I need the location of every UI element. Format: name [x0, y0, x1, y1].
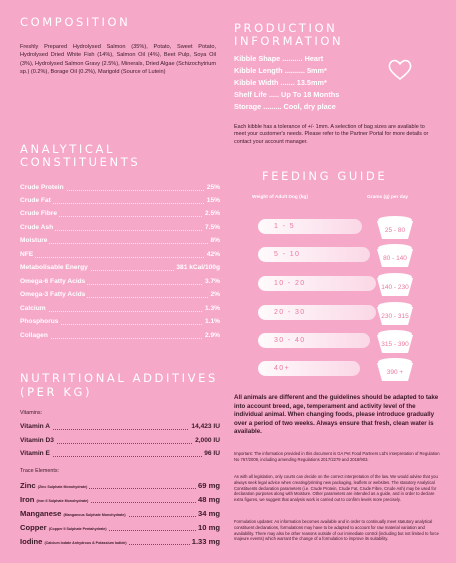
heart-icon: [387, 57, 413, 83]
dotted-leader: [20, 311, 220, 312]
analytical-title-line2: CONSTITUENTS: [20, 155, 141, 169]
feeding-weight: 5 - 10: [274, 251, 301, 258]
trace-label: [20, 536, 129, 549]
analytical-row: [20, 182, 220, 193]
production-dots: .........: [261, 102, 284, 111]
trace-row: [20, 508, 220, 519]
production-label: Kibble Shape: [234, 54, 281, 63]
production-title-line2: INFORMATION: [234, 34, 344, 48]
trace-value: 1.33 mg: [191, 537, 220, 546]
trace-row: [20, 480, 220, 491]
trace-source: (Calcium Iodate Anhydrous & Potassium Iodide): [44, 541, 127, 545]
trace-value: 48 mg: [198, 495, 220, 504]
dotted-leader: [20, 257, 220, 258]
feeding-weight: 1 - 5: [274, 223, 296, 230]
feeding-grams: 390 +: [386, 369, 404, 376]
analytical-row: [20, 276, 220, 287]
feeding-grams: 140 - 230: [381, 284, 409, 291]
analytical-row: [20, 316, 220, 327]
feeding-grams: 230 - 315: [381, 313, 409, 320]
additives-title-line2: (PER KG): [20, 385, 93, 399]
analytical-label: Crude Fibre: [20, 210, 58, 217]
analytical-label: Phosphorus: [20, 318, 59, 325]
feeding-weight-bar: [258, 333, 370, 348]
trace-label: [20, 522, 109, 535]
feeding-weight-bar: [258, 305, 376, 320]
trace-label: [20, 480, 89, 493]
analytical-value: 1.3%: [204, 305, 220, 312]
analytical-label: NFE: [20, 251, 34, 258]
additives-title-line1: NUTRITIONAL ADDITIVES: [20, 371, 218, 385]
production-value: Heart: [304, 54, 324, 63]
composition-text: Freshly Prepared Hydrolysed Salmon (35%), Potato, Sweet Potato, Hydrolysed Dried White Fish (14%), Salmon Oil (4%), Beet Pulp, Soya Oil (3%), Hydrolysed Salmon Gravy (2.5%), Minerals, Dried Algae (Schizochytrium sp.) (0.2%), Borage Oil (0.2%), Marigold (Source of Lutein): [20, 44, 216, 76]
vitamin-label: Vitamin A: [20, 423, 51, 430]
production-row-length: [234, 66, 374, 76]
vitamin-value: 2,000 IU: [195, 437, 220, 444]
analytical-value: 381 kCal/100g: [176, 264, 220, 271]
feeding-weight-bar: [258, 247, 370, 262]
production-row-shape: [234, 54, 374, 64]
production-row-width: [234, 78, 374, 88]
production-label: Storage: [234, 102, 262, 111]
analytical-row: [20, 222, 220, 233]
feeding-grams: 80 - 140: [383, 255, 407, 262]
production-dots: ..........: [280, 54, 305, 63]
trace-label: [20, 494, 90, 507]
analytical-row: [20, 303, 220, 314]
production-dots: .......: [278, 78, 297, 87]
analytical-value: 7.5%: [204, 224, 220, 231]
analytical-row: [20, 249, 220, 260]
trace-row: [20, 522, 220, 533]
trace-source: (Iron II Sulphate Monohydrate): [36, 499, 89, 503]
production-value: Up To 18 Months: [281, 90, 340, 99]
analytical-label: Crude Protein: [20, 184, 64, 191]
feeding-weight-header: Weight of Adult Dog (kg): [252, 195, 308, 200]
trace-name: Iodine: [20, 537, 43, 546]
analytical-row: [20, 289, 220, 300]
feeding-weight: 30 - 40: [274, 337, 306, 344]
production-label: Kibble Length: [234, 66, 283, 75]
feeding-weight: 10 - 20: [274, 280, 306, 287]
analytical-row: [20, 195, 220, 206]
analytical-row: [20, 262, 220, 273]
trace-row: [20, 494, 220, 505]
analytical-label: Omega-3 Fatty Acids: [20, 291, 86, 298]
analytical-label: Crude Ash: [20, 224, 54, 231]
analytical-label: Moisture: [20, 237, 48, 244]
trace-row: [20, 536, 220, 547]
production-label: Shelf Life: [234, 90, 267, 99]
vitamin-row: [20, 421, 220, 432]
analytical-title-line1: ANALYTICAL: [20, 142, 115, 156]
trace-source: (Zinc Sulphate Monohydrate): [37, 485, 88, 489]
production-row-shelf-life: [234, 90, 374, 100]
production-note: Each kibble has a tolerance of +/- 1mm. A selection of bag sizes are available to meet your customer's needs. Please refer to the Partner Portal for more details or contact your account manager.: [234, 124, 429, 145]
legislation-note: As with all legislation, only courts can decide on the correct interpretation of the law. We would advise that you always seek legal advice when creating/printing new packaging, leaflets or websites. The statutory Analytical Constituents declaration parameters (i.e. Crude Protein, Crude Fat, Crude Fibre, Crude Ash) may be used for declaration purposes along with Moisture. Other parameters are intended as a guide, and in order to declare extra figures, we suggest that analysis work is carried out to confirm levels more precisely.: [234, 474, 438, 503]
vitamin-value: 14,423 IU: [191, 423, 220, 430]
dotted-leader: [20, 338, 220, 339]
analytical-label: Metabolisable Energy: [20, 264, 88, 271]
production-dots: .....: [266, 90, 282, 99]
production-dots: ..........: [282, 66, 307, 75]
analytical-value: 15%: [206, 197, 220, 204]
trace-elements-label: Trace Elements:: [20, 468, 60, 474]
analytical-value: 8%: [210, 237, 220, 244]
vitamin-row: [20, 448, 220, 459]
analytical-label: Omega-6 Fatty Acids: [20, 278, 86, 285]
vitamin-label: Vitamin D3: [20, 437, 54, 444]
analytical-label: Collagen: [20, 332, 48, 339]
trace-value: 69 mg: [198, 481, 220, 490]
analytical-value: 2.9%: [204, 332, 220, 339]
analytical-value: 1.1%: [204, 318, 220, 325]
analytical-value: 3.7%: [204, 278, 220, 285]
trace-name: Manganese: [20, 509, 62, 518]
trace-value: 10 mg: [198, 523, 220, 532]
vitamin-label: Vitamin E: [20, 450, 50, 457]
feeding-grams: 25 - 80: [384, 227, 406, 234]
feeding-weight-bar: [258, 361, 360, 376]
production-label: Kibble Width: [234, 78, 279, 87]
analytical-value: 42%: [206, 251, 220, 258]
analytical-label: Crude Fat: [20, 197, 51, 204]
feeding-grams: 315 - 390: [381, 341, 409, 348]
production-value: 5mm*: [306, 66, 327, 75]
production-row-storage: [234, 102, 374, 112]
feeding-guide-title: FEEDING GUIDE: [262, 169, 388, 183]
feeding-weight-bar: [258, 219, 362, 234]
trace-name: Iron: [20, 495, 35, 504]
feeding-weight: 40+: [274, 365, 291, 372]
dotted-leader: [20, 243, 220, 244]
production-title-line1: PRODUCTION: [234, 21, 338, 35]
analytical-row: [20, 208, 220, 219]
analytical-value: 25%: [206, 184, 220, 191]
trace-value: 34 mg: [198, 509, 220, 518]
feeding-weight: 20 - 30: [274, 309, 306, 316]
production-value: Cool, dry place: [283, 102, 336, 111]
analytical-row: [20, 330, 220, 341]
analytical-value: 2%: [210, 291, 220, 298]
composition-title: COMPOSITION: [20, 15, 131, 29]
feeding-weight-bar: [258, 276, 376, 291]
trace-name: Zinc: [20, 481, 36, 490]
trace-label: [20, 508, 128, 521]
vitamin-value: 96 IU: [204, 450, 220, 457]
feeding-grams-header: Grams (g) per day: [367, 195, 409, 200]
analytical-row: [20, 235, 220, 246]
vitamins-label: Vitamins:: [20, 410, 43, 416]
analytical-label: Calcium: [20, 305, 46, 312]
analytical-value: 2.5%: [204, 210, 220, 217]
formulation-note: Formulation updates: As information becomes available and in order to continually meet statutory analytical constituent declarations, formulations may have to be adapted to account for raw material variation and availability. There may also be other reasons outside of our immediate control (including but not limited to force majeure events) which warrant the change of a formulation to improve its suitability.: [234, 519, 439, 542]
feeding-guidance-text: All animals are different and the guidelines should be adapted to take into account breed, age, temperament and activity level of the individual animal. When changing foods, please introduce gradually over a period of two weeks. Always ensure that fresh, clean water is available.: [234, 394, 439, 436]
trace-name: Copper: [20, 523, 47, 532]
important-note: Important: The information provided in this document is GA Pet Food Partners Ltd's interpretation of Regulation No 767/2009, including amending Regulations 2017/2279 and 2018/903.: [234, 451, 440, 462]
trace-source: (Copper II Sulphate Pentahydrate): [48, 527, 107, 531]
trace-source: (Manganous Sulphate Monohydrate): [63, 513, 126, 517]
production-value: 13.5mm*: [296, 78, 327, 87]
vitamin-row: [20, 435, 220, 446]
